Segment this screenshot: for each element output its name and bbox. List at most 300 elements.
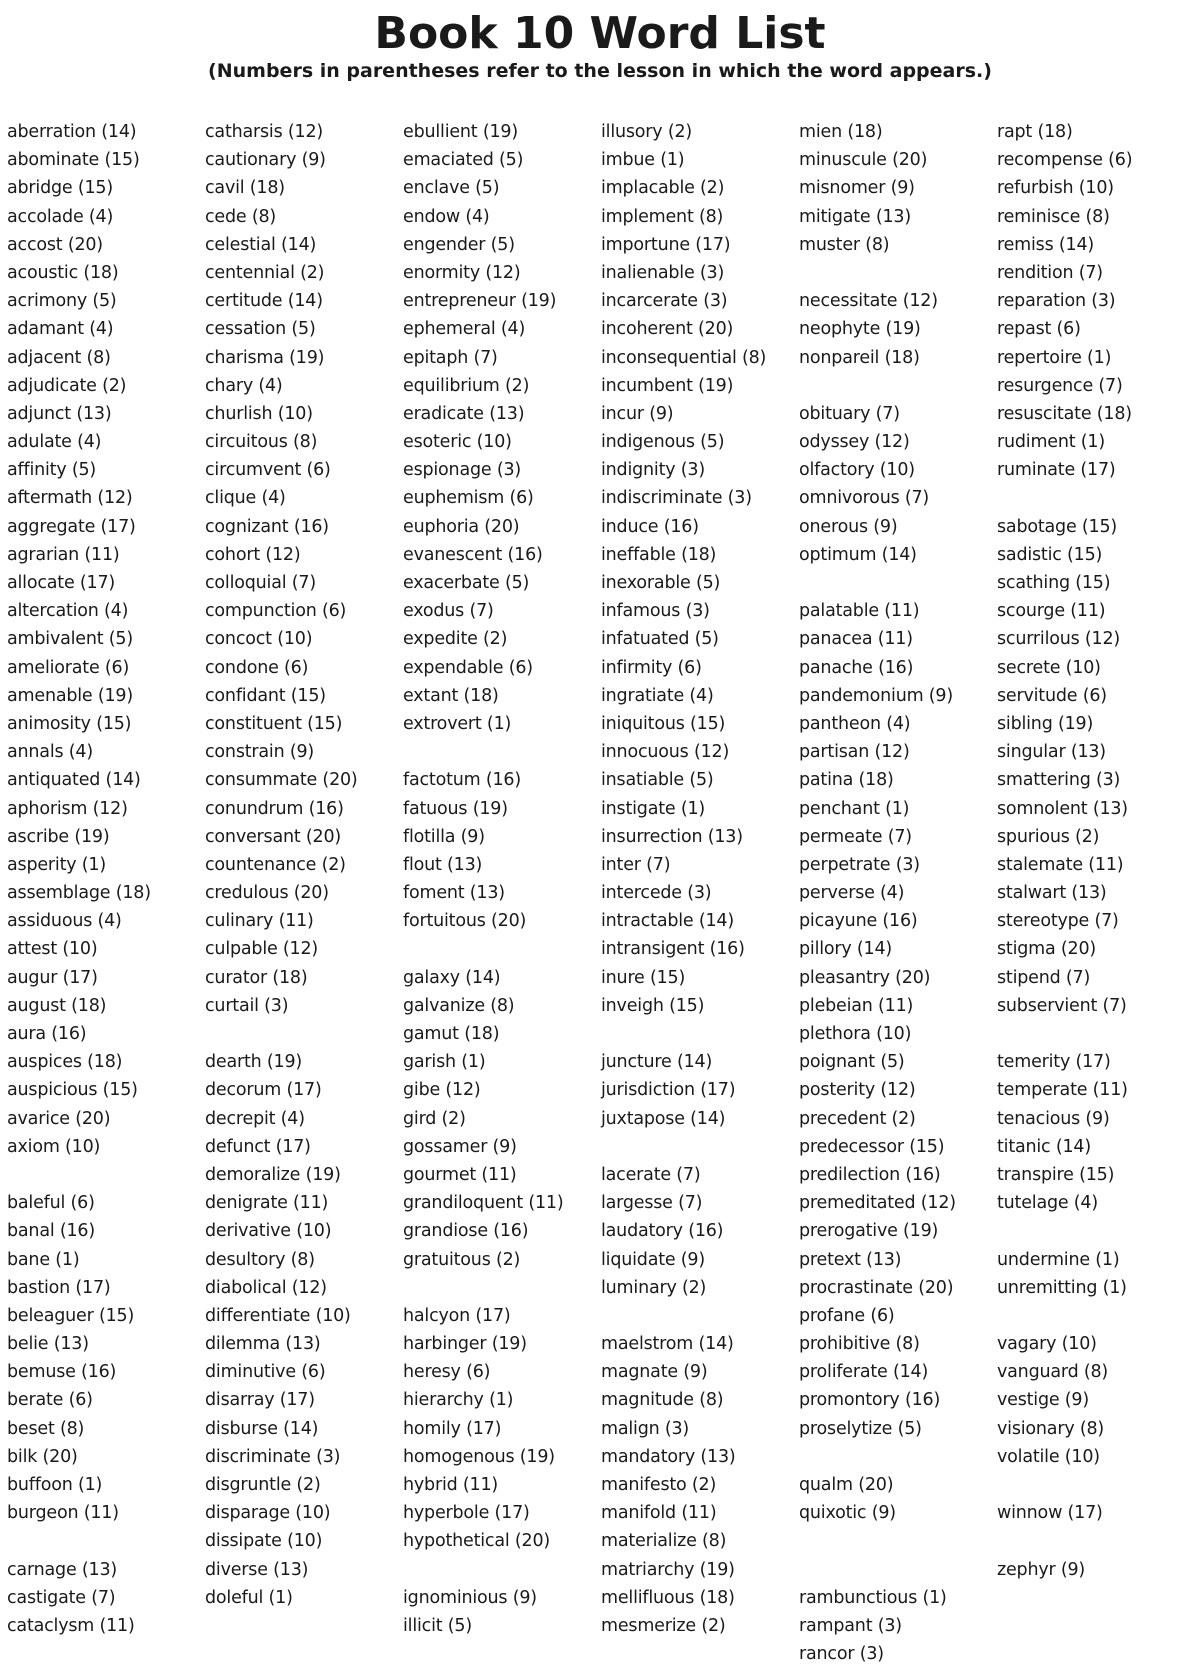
word-entry: curator (18) xyxy=(205,967,308,988)
word-entry: disburse (14) xyxy=(205,1418,319,1439)
word-entry: pleasantry (20) xyxy=(799,967,931,988)
word-entry: indignity (3) xyxy=(601,460,705,481)
word-entry: singular (13) xyxy=(997,742,1106,763)
word-entry: obituary (7) xyxy=(799,403,900,424)
word-entry: importune (17) xyxy=(601,234,731,255)
word-entry: subservient (7) xyxy=(997,995,1127,1016)
word-entry: onerous (9) xyxy=(799,516,898,537)
word-entry: cavil (18) xyxy=(205,178,285,199)
word-entry: omnivorous (7) xyxy=(799,488,930,509)
word-entry: dissipate (10) xyxy=(205,1531,323,1552)
word-entry: adjacent (8) xyxy=(7,347,111,368)
word-entry: gourmet (11) xyxy=(403,1164,517,1185)
word-entry: sadistic (15) xyxy=(997,544,1103,565)
blank-row xyxy=(997,484,1197,512)
word-entry: precedent (2) xyxy=(799,1108,916,1129)
word-entry: homily (17) xyxy=(403,1418,502,1439)
word-entry: luminary (2) xyxy=(601,1277,707,1298)
word-entry: dearth (19) xyxy=(205,1052,303,1073)
word-entry: mesmerize (2) xyxy=(601,1615,726,1636)
word-entry: quixotic (9) xyxy=(799,1503,896,1524)
word-entry: rapt (18) xyxy=(997,122,1073,142)
blank-row xyxy=(799,1443,999,1471)
word-entry: equilibrium (2) xyxy=(403,375,530,396)
word-entry: malign (3) xyxy=(601,1418,690,1439)
word-entry: necessitate (12) xyxy=(799,291,938,312)
word-entry: patina (18) xyxy=(799,770,894,791)
word-entry: laudatory (16) xyxy=(601,1221,724,1242)
word-entry: promontory (16) xyxy=(799,1390,941,1411)
word-entry: zephyr (9) xyxy=(997,1559,1086,1580)
word-entry: chary (4) xyxy=(205,375,283,396)
word-entry: manifesto (2) xyxy=(601,1475,717,1495)
word-entry: constrain (9) xyxy=(205,742,315,763)
word-entry: adamant (4) xyxy=(7,319,114,340)
word-entry: stereotype (7) xyxy=(997,911,1119,932)
word-entry: derivative (10) xyxy=(205,1221,332,1242)
word-entry: winnow (17) xyxy=(997,1503,1103,1524)
word-entry: hyperbole (17) xyxy=(403,1503,530,1524)
word-entry: disarray (17) xyxy=(205,1390,315,1411)
word-entry: penchant (1) xyxy=(799,798,910,819)
word-entry: palatable (11) xyxy=(799,601,920,622)
word-entry: mandatory (13) xyxy=(601,1446,736,1467)
word-entry: disparage (10) xyxy=(205,1503,331,1524)
word-entry: grandiloquent (11) xyxy=(403,1193,564,1214)
word-entry: indigenous (5) xyxy=(601,432,725,453)
word-entry: burgeon (11) xyxy=(7,1503,119,1524)
word-entry: panacea (11) xyxy=(799,629,913,650)
word-entry: repertoire (1) xyxy=(997,347,1112,368)
word-entry: temperate (11) xyxy=(997,1080,1128,1101)
blank-row xyxy=(403,935,603,963)
word-entry: ignominious (9) xyxy=(403,1587,537,1608)
word-entry: stalwart (13) xyxy=(997,883,1107,904)
word-entry: endow (4) xyxy=(403,206,490,227)
blank-row xyxy=(799,1527,999,1555)
word-entry: poignant (5) xyxy=(799,1052,905,1073)
word-entry: muster (8) xyxy=(799,234,890,255)
word-entry: materialize (8) xyxy=(601,1531,727,1552)
word-entry: indiscriminate (3) xyxy=(601,488,752,509)
blank-row xyxy=(799,372,999,400)
word-entry: acoustic (18) xyxy=(7,262,119,283)
word-entry: extant (18) xyxy=(403,685,499,706)
word-entry: juxtapose (14) xyxy=(601,1108,726,1129)
blank-row xyxy=(7,1527,207,1555)
word-entry: denigrate (11) xyxy=(205,1193,329,1214)
word-entry: inter (7) xyxy=(601,854,671,875)
word-entry: sabotage (15) xyxy=(997,516,1118,537)
word-entry: flout (13) xyxy=(403,854,483,875)
word-entry: diabolical (12) xyxy=(205,1277,327,1298)
word-entry: concoct (10) xyxy=(205,629,313,650)
word-entry: cataclysm (11) xyxy=(7,1615,135,1636)
word-entry: perverse (4) xyxy=(799,883,905,904)
word-entry: diminutive (6) xyxy=(205,1362,326,1383)
word-entry: scathing (15) xyxy=(997,573,1111,593)
word-entry: perpetrate (3) xyxy=(799,854,920,875)
word-entry: berate (6) xyxy=(7,1390,93,1411)
word-entry: exodus (7) xyxy=(403,601,494,622)
word-entry: euphemism (6) xyxy=(403,488,534,509)
word-entry: expedite (2) xyxy=(403,629,508,650)
word-entry: extrovert (1) xyxy=(403,713,512,734)
word-entry: doleful (1) xyxy=(205,1587,293,1608)
word-entry: galvanize (8) xyxy=(403,995,515,1016)
word-entry: plebeian (11) xyxy=(799,995,914,1016)
word-entry: scourge (11) xyxy=(997,601,1106,622)
word-entry: rancor (3) xyxy=(799,1644,884,1665)
word-entry: carnage (13) xyxy=(7,1559,118,1580)
word-entry: allocate (17) xyxy=(7,573,116,593)
page-subtitle: (Numbers in parentheses refer to the lesson in which the word appears.) xyxy=(208,60,992,82)
word-entry: partisan (12) xyxy=(799,742,910,763)
word-entry: bemuse (16) xyxy=(7,1362,117,1383)
word-entry: circuitous (8) xyxy=(205,432,318,453)
word-entry: assiduous (4) xyxy=(7,911,122,932)
word-entry: rudiment (1) xyxy=(997,432,1105,453)
word-entry: decorum (17) xyxy=(205,1080,322,1101)
word-entry: adjunct (13) xyxy=(7,403,112,424)
word-entry: accost (20) xyxy=(7,234,103,255)
word-entry: mien (18) xyxy=(799,122,883,142)
word-entry: tenacious (9) xyxy=(997,1108,1110,1129)
word-entry: emaciated (5) xyxy=(403,150,524,171)
word-entry: procrastinate (20) xyxy=(799,1277,954,1298)
word-entry: olfactory (10) xyxy=(799,460,915,481)
word-entry: manifold (11) xyxy=(601,1503,717,1524)
word-entry: espionage (3) xyxy=(403,460,522,481)
word-entry: incarcerate (3) xyxy=(601,291,728,312)
word-entry: homogenous (19) xyxy=(403,1446,555,1467)
word-entry: rendition (7) xyxy=(997,262,1103,283)
word-entry: incoherent (20) xyxy=(601,319,734,340)
word-column xyxy=(205,118,405,1612)
word-entry: infirmity (6) xyxy=(601,657,702,678)
word-entry: ephemeral (4) xyxy=(403,319,526,340)
word-entry: predecessor (15) xyxy=(799,1136,945,1157)
word-entry: resurgence (7) xyxy=(997,375,1123,396)
blank-row xyxy=(799,1556,999,1584)
word-entry: abridge (15) xyxy=(7,178,113,199)
word-entry: consummate (20) xyxy=(205,770,358,791)
word-entry: panache (16) xyxy=(799,657,914,678)
word-entry: cohort (12) xyxy=(205,544,301,565)
word-entry: compunction (6) xyxy=(205,601,347,622)
word-entry: amenable (19) xyxy=(7,685,133,706)
word-entry: esoteric (10) xyxy=(403,432,512,453)
word-entry: insatiable (5) xyxy=(601,770,714,791)
word-entry: catharsis (12) xyxy=(205,122,323,142)
word-entry: galaxy (14) xyxy=(403,967,501,988)
word-entry: auspices (18) xyxy=(7,1052,123,1073)
word-entry: picayune (16) xyxy=(799,911,918,932)
word-entry: intransigent (16) xyxy=(601,939,745,960)
word-entry: stalemate (11) xyxy=(997,854,1124,875)
word-entry: nonpareil (18) xyxy=(799,347,920,368)
word-entry: demoralize (19) xyxy=(205,1164,341,1185)
word-entry: bane (1) xyxy=(7,1249,80,1270)
word-entry: repast (6) xyxy=(997,319,1081,340)
word-entry: aura (16) xyxy=(7,1024,87,1044)
word-entry: inconsequential (8) xyxy=(601,347,767,368)
word-entry: ascribe (19) xyxy=(7,826,110,847)
word-entry: resuscitate (18) xyxy=(997,403,1132,424)
word-entry: countenance (2) xyxy=(205,854,346,875)
word-entry: ingratiate (4) xyxy=(601,685,714,706)
word-entry: constituent (15) xyxy=(205,713,343,734)
word-entry: pillory (14) xyxy=(799,939,893,960)
word-entry: banal (16) xyxy=(7,1221,95,1242)
word-entry: euphoria (20) xyxy=(403,516,520,537)
word-entry: ebullient (19) xyxy=(403,122,518,142)
word-entry: exacerbate (5) xyxy=(403,573,530,593)
word-entry: proliferate (14) xyxy=(799,1362,929,1383)
word-entry: volatile (10) xyxy=(997,1446,1100,1467)
word-entry: agrarian (11) xyxy=(7,544,120,565)
word-entry: asperity (1) xyxy=(7,854,106,875)
word-entry: evanescent (16) xyxy=(403,544,543,565)
word-column xyxy=(601,118,801,1640)
word-entry: innocuous (12) xyxy=(601,742,730,763)
word-entry: august (18) xyxy=(7,995,107,1016)
word-entry: incur (9) xyxy=(601,403,674,424)
word-entry: fatuous (19) xyxy=(403,798,508,819)
word-entry: belie (13) xyxy=(7,1334,89,1355)
word-entry: lacerate (7) xyxy=(601,1164,701,1185)
word-entry: animosity (15) xyxy=(7,713,132,734)
word-entry: altercation (4) xyxy=(7,601,129,622)
word-entry: vanguard (8) xyxy=(997,1362,1109,1383)
word-entry: circumvent (6) xyxy=(205,460,331,481)
word-entry: incumbent (19) xyxy=(601,375,734,396)
word-entry: decrepit (4) xyxy=(205,1108,305,1129)
word-entry: grandiose (16) xyxy=(403,1221,529,1242)
word-entry: jurisdiction (17) xyxy=(601,1080,736,1101)
word-entry: mellifluous (18) xyxy=(601,1587,735,1608)
blank-row xyxy=(997,1471,1197,1499)
word-entry: disgruntle (2) xyxy=(205,1475,321,1495)
word-entry: reminisce (8) xyxy=(997,206,1110,227)
word-entry: hierarchy (1) xyxy=(403,1390,514,1411)
word-entry: insurrection (13) xyxy=(601,826,743,847)
word-entry: mitigate (13) xyxy=(799,206,911,227)
word-entry: illusory (2) xyxy=(601,122,693,142)
word-entry: sibling (19) xyxy=(997,713,1094,734)
word-entry: engender (5) xyxy=(403,234,515,255)
word-entry: expendable (6) xyxy=(403,657,533,678)
word-entry: gird (2) xyxy=(403,1108,466,1129)
word-entry: baleful (6) xyxy=(7,1193,95,1214)
word-entry: magnate (9) xyxy=(601,1362,708,1383)
word-entry: fortuitous (20) xyxy=(403,911,527,932)
word-entry: charisma (19) xyxy=(205,347,325,368)
word-entry: temerity (17) xyxy=(997,1052,1111,1073)
word-column xyxy=(7,118,207,1640)
word-entry: largesse (7) xyxy=(601,1193,703,1214)
word-entry: harbinger (19) xyxy=(403,1334,527,1355)
blank-row xyxy=(997,1527,1197,1555)
word-entry: ruminate (17) xyxy=(997,460,1116,481)
word-entry: accolade (4) xyxy=(7,206,114,227)
word-entry: stigma (20) xyxy=(997,939,1097,960)
word-column xyxy=(403,118,603,1640)
word-entry: ambivalent (5) xyxy=(7,629,133,650)
word-entry: reparation (3) xyxy=(997,291,1116,312)
word-entry: prerogative (19) xyxy=(799,1221,939,1242)
blank-row xyxy=(601,1302,801,1330)
word-entry: aberration (14) xyxy=(7,122,137,142)
word-entry: heresy (6) xyxy=(403,1362,491,1383)
word-entry: illicit (5) xyxy=(403,1615,472,1636)
word-entry: intractable (14) xyxy=(601,911,734,932)
word-entry: titanic (14) xyxy=(997,1136,1091,1157)
word-entry: epitaph (7) xyxy=(403,347,498,368)
word-entry: pretext (13) xyxy=(799,1249,902,1270)
word-entry: factotum (16) xyxy=(403,770,521,791)
blank-row xyxy=(997,1217,1197,1245)
word-entry: profane (6) xyxy=(799,1305,895,1326)
word-entry: culpable (12) xyxy=(205,939,319,960)
blank-row xyxy=(403,738,603,766)
word-entry: culinary (11) xyxy=(205,911,314,932)
word-entry: infamous (3) xyxy=(601,601,710,622)
word-entry: bastion (17) xyxy=(7,1277,111,1298)
word-entry: matriarchy (19) xyxy=(601,1559,735,1580)
word-entry: magnitude (8) xyxy=(601,1390,724,1411)
word-entry: foment (13) xyxy=(403,883,505,904)
word-entry: rampant (3) xyxy=(799,1615,902,1636)
word-entry: beleaguer (15) xyxy=(7,1305,135,1326)
word-entry: ineffable (18) xyxy=(601,544,717,565)
word-entry: pantheon (4) xyxy=(799,713,911,734)
word-entry: secrete (10) xyxy=(997,657,1101,678)
word-entry: unremitting (1) xyxy=(997,1277,1127,1298)
word-entry: transpire (15) xyxy=(997,1164,1115,1185)
word-entry: remiss (14) xyxy=(997,234,1095,255)
word-entry: smattering (3) xyxy=(997,770,1121,791)
blank-row xyxy=(601,1133,801,1161)
blank-row xyxy=(799,259,999,287)
word-entry: affinity (5) xyxy=(7,460,97,481)
word-entry: intercede (3) xyxy=(601,883,712,904)
word-entry: abominate (15) xyxy=(7,150,140,171)
word-entry: maelstrom (14) xyxy=(601,1334,734,1355)
word-entry: iniquitous (15) xyxy=(601,713,726,734)
word-entry: hypothetical (20) xyxy=(403,1531,550,1552)
word-entry: castigate (7) xyxy=(7,1587,116,1608)
word-entry: refurbish (10) xyxy=(997,178,1114,199)
word-entry: undermine (1) xyxy=(997,1249,1120,1270)
word-entry: inexorable (5) xyxy=(601,573,721,593)
word-column xyxy=(997,118,1197,1584)
word-entry: premeditated (12) xyxy=(799,1193,956,1214)
word-entry: inure (15) xyxy=(601,967,686,988)
word-entry: liquidate (9) xyxy=(601,1249,705,1270)
word-entry: certitude (14) xyxy=(205,291,323,312)
word-entry: proselytize (5) xyxy=(799,1418,922,1439)
blank-row xyxy=(403,1274,603,1302)
word-entry: enormity (12) xyxy=(403,262,521,283)
word-entry: cede (8) xyxy=(205,206,277,227)
word-entry: aftermath (12) xyxy=(7,488,133,509)
word-entry: cessation (5) xyxy=(205,319,316,340)
word-entry: spurious (2) xyxy=(997,826,1100,847)
word-entry: posterity (12) xyxy=(799,1080,916,1101)
word-entry: condone (6) xyxy=(205,657,309,678)
word-entry: predilection (16) xyxy=(799,1164,941,1185)
word-entry: auspicious (15) xyxy=(7,1080,138,1101)
word-entry: conversant (20) xyxy=(205,826,342,847)
word-entry: curtail (3) xyxy=(205,995,289,1016)
word-entry: misnomer (9) xyxy=(799,178,915,199)
word-entry: infatuated (5) xyxy=(601,629,719,650)
word-entry: cautionary (9) xyxy=(205,150,326,171)
word-entry: hybrid (11) xyxy=(403,1475,499,1495)
blank-row xyxy=(7,1161,207,1189)
word-entry: assemblage (18) xyxy=(7,883,151,904)
word-entry: garish (1) xyxy=(403,1052,486,1073)
word-entry: stipend (7) xyxy=(997,967,1091,988)
word-entry: adulate (4) xyxy=(7,432,102,453)
word-entry: differentiate (10) xyxy=(205,1305,351,1326)
word-entry: vagary (10) xyxy=(997,1334,1097,1355)
word-entry: centennial (2) xyxy=(205,262,325,283)
word-entry: somnolent (13) xyxy=(997,798,1128,819)
word-entry: beset (8) xyxy=(7,1418,85,1439)
blank-row xyxy=(205,1020,405,1048)
word-entry: aphorism (12) xyxy=(7,798,128,819)
word-entry: desultory (8) xyxy=(205,1249,315,1270)
word-entry: colloquial (7) xyxy=(205,573,316,593)
word-entry: antiquated (14) xyxy=(7,770,141,791)
word-entry: defunct (17) xyxy=(205,1136,311,1157)
word-entry: permeate (7) xyxy=(799,826,912,847)
blank-row xyxy=(403,1556,603,1584)
word-entry: pandemonium (9) xyxy=(799,685,953,706)
word-entry: bilk (20) xyxy=(7,1446,78,1467)
word-entry: enclave (5) xyxy=(403,178,500,199)
word-entry: annals (4) xyxy=(7,742,93,763)
word-entry: diverse (13) xyxy=(205,1559,309,1580)
word-entry: ameliorate (6) xyxy=(7,657,130,678)
word-entry: servitude (6) xyxy=(997,685,1107,706)
word-entry: gratuitous (2) xyxy=(403,1249,521,1270)
word-entry: prohibitive (8) xyxy=(799,1334,920,1355)
word-entry: rambunctious (1) xyxy=(799,1587,947,1608)
word-entry: flotilla (9) xyxy=(403,826,485,847)
word-entry: tutelage (4) xyxy=(997,1193,1098,1214)
word-entry: optimum (14) xyxy=(799,544,917,565)
word-entry: dilemma (13) xyxy=(205,1334,321,1355)
word-entry: augur (17) xyxy=(7,967,98,988)
word-entry: gossamer (9) xyxy=(403,1136,517,1157)
word-entry: axiom (10) xyxy=(7,1136,101,1157)
word-entry: adjudicate (2) xyxy=(7,375,127,396)
word-entry: visionary (8) xyxy=(997,1418,1105,1439)
word-entry: inalienable (3) xyxy=(601,262,725,283)
word-entry: credulous (20) xyxy=(205,883,329,904)
word-entry: buffoon (1) xyxy=(7,1475,103,1495)
word-entry: gibe (12) xyxy=(403,1080,481,1101)
blank-row xyxy=(799,569,999,597)
word-entry: induce (16) xyxy=(601,516,699,537)
word-entry: avarice (20) xyxy=(7,1108,111,1129)
word-entry: neophyte (19) xyxy=(799,319,921,340)
word-entry: aggregate (17) xyxy=(7,516,136,537)
word-entry: inveigh (15) xyxy=(601,995,705,1016)
